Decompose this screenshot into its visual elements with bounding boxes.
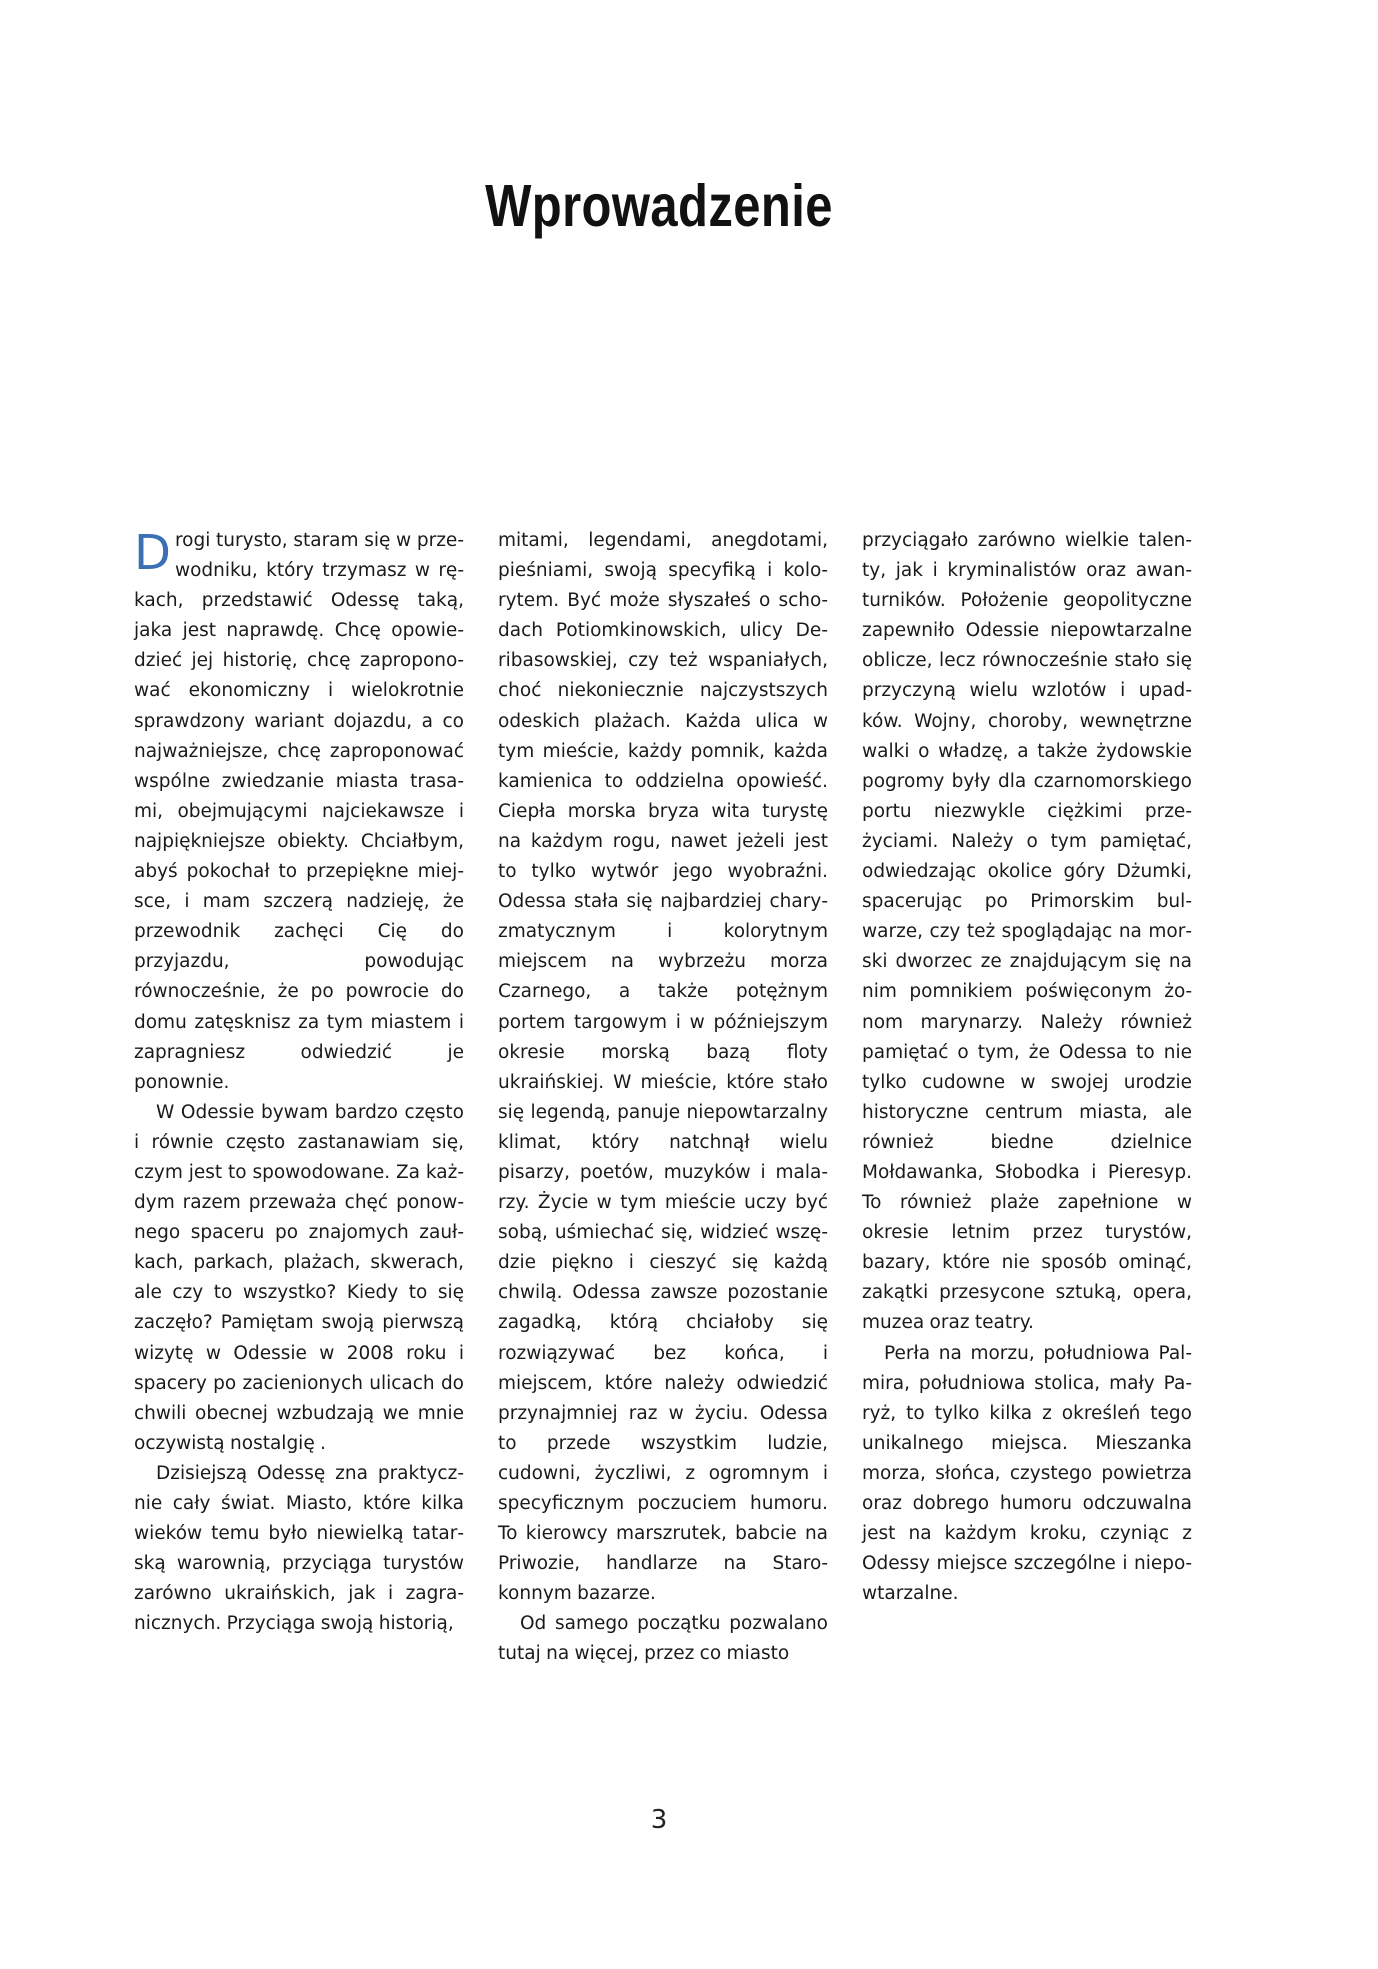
paragraph: W Odessie bywam bardzo często i równie często zastanawiam się, czym jest to spowodowane. Za każdym razem przeważa chęć ponownego spaceru po znajomych zaułkach, parkach, plażach, skwerach, ale czy to wszystko? Kiedy to się zaczęło? Pamiętam swoją pierwszą wizytę w Odessie w 2008 roku i spacery po zacienionych ulicach do chwili obecnej wzbudzają we mnie oczywistą nostalgię .	[134, 1101, 464, 1454]
paragraph: Od samego początku pozwalano tutaj na więcej, przez co miasto	[498, 1613, 828, 1665]
paragraph	[134, 526, 464, 1098]
text-column-1	[134, 526, 464, 1639]
page-title: Wprowadzenie	[485, 173, 833, 239]
drop-cap: D	[134, 525, 171, 581]
paragraph: Dzisiejszą Odessę zna praktycznie cały świat. Miasto, które kilka wieków temu było niewielką tatarską warownią, przyciąga turystów zarówno ukraińskich, jak i zagranicznych. Przyciąga swoją historią,	[134, 1462, 464, 1635]
paragraph-text: rogi turysto, staram się w przewodniku, który trzymasz w rękach, przedstawić Odessę taką, jaka jest naprawdę. Chcę opowiedzieć jej historię, chcę zaproponować ekonomiczny i wielokrotnie sprawdzony wariant dojazdu, a co najważniejsze, chcę zaproponować wspólne zwiedzanie miasta trasami, obejmującymi najciekawsze i najpiękniejsze obiekty. Chciałbym, abyś pokochał to przepiękne miejsce, i mam szczerą nadzieję, że przewodnik zachęci Cię do przyjazdu, powodując równocześnie, że po powrocie do domu zatęsknisz za tym miastem i zapragniesz odwiedzić je ponownie.	[134, 530, 464, 1093]
paragraph: przyciągało zarówno wielkie talenty, jak i kryminalistów oraz awanturników. Położenie geopolityczne zapewniło Odessie niepowtarzalne oblicze, lecz równocześnie stało się przyczyną wielu wzlotów i upadków. Wojny, choroby, wewnętrzne walki o władzę, a także żydowskie pogromy były dla czarnomorskiego portu niezwykle ciężkimi przeżyciami. Należy o tym pamiętać, odwiedzając okolice góry Dżumki, spacerując po Primorskim bulwarze, czy też spoglądając na morski dworzec ze znajdującym się na nim pomnikiem poświęconym żonom marynarzy. Należy również pamiętać o tym, że Odessa to nie tylko cudowne w swojej urodzie historyczne centrum miasta, ale również biedne dzielnice Mołdawanka, Słobodka i Pieresyp. To również plaże zapełnione w okresie letnim przez turystów, bazary, które nie sposób ominąć, zakątki przesycone sztuką, opera, muzea oraz teatry.	[862, 530, 1192, 1334]
paragraph: Perła na morzu, południowa Palmira, południowa stolica, mały Paryż, to tylko kilka z określeń tego unikalnego miejsca. Mieszanka morza, słońca, czystego powietrza oraz dobrego humoru odczuwalna jest na każdym kroku, czyniąc z Odessy miejsce szczególne i niepowtarzalne.	[862, 1342, 1192, 1605]
page-number: 3	[650, 1805, 668, 1835]
text-column-3	[862, 526, 1192, 1609]
text-column-2	[498, 526, 828, 1670]
paragraph: mitami, legendami, anegdotami, pieśniami, swoją specyfiką i kolorytem. Być może słyszałeś o schodach Potiomkinowskich, ulicy Deribasowskiej, czy też wspaniałych, choć niekoniecznie najczystszych odeskich plażach. Każda ulica w tym mieście, każdy pomnik, każda kamienica to oddzielna opowieść. Ciepła morska bryza wita turystę na każdym rogu, nawet jeżeli jest to tylko wytwór jego wyobraźni. Odessa stała się najbardziej charyzmatycznym i kolorytnym miejscem na wybrzeżu morza Czarnego, a także potężnym portem targowym i w późniejszym okresie morską bazą floty ukraińskiej. W mieście, które stało się legendą, panuje niepowtarzalny klimat, który natchnął wielu pisarzy, poetów, muzyków i malarzy. Życie w tym mieście uczy być sobą, uśmiechać się, widzieć wszędzie piękno i cieszyć się każdą chwilą. Odessa zawsze pozostanie zagadką, którą chciałoby się rozwiązywać bez końca, i miejscem, które należy odwiedzić przynajmniej raz w życiu. Odessa to przede wszystkim ludzie, cudowni, życzliwi, z ogromnym i specyficznym poczuciem humoru. To kierowcy marszrutek, babcie na Priwozie, handlarze na Starokonnym bazarze.	[498, 530, 828, 1605]
